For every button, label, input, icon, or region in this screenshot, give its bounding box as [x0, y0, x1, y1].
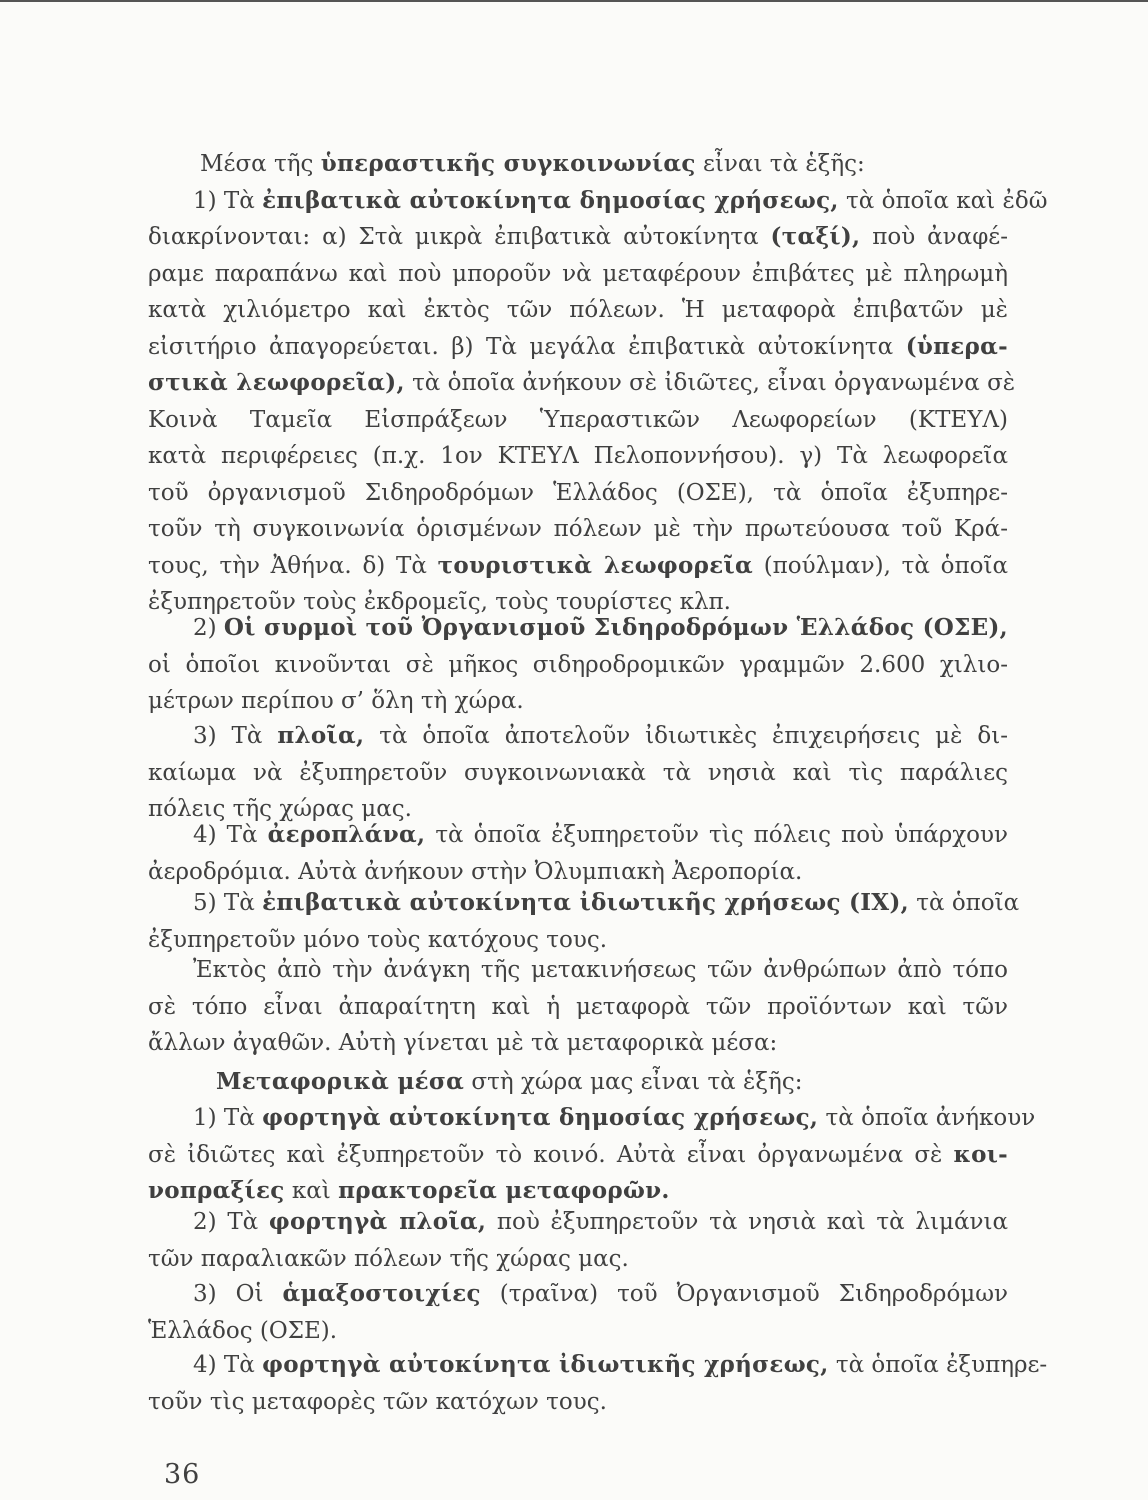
text-line: Μέσα τῆς ὑπεραστικῆς συγκοινωνίας εἶναι τὰ ἑξῆς: — [200, 150, 865, 177]
text-line: ἐξυπηρετοῦν τοὺς ἐκδρομεῖς, τοὺς τουρίστες κλπ. — [148, 589, 731, 615]
paragraph-cargo-ships — [148, 1204, 1008, 1277]
text-line: τοῦ ὀργανισμοῦ Σιδηροδρόμων Ἑλλάδος (ΟΣΕ), τὰ ὁποῖα ἐξυπηρε- — [148, 479, 1008, 506]
text-line: τοῦν τὴ συγκοινωνία ὁρισμένων πόλεων μὲ τὴν πρωτεύουσα τοῦ Κρά- — [148, 516, 1008, 542]
paragraph-public-trucks — [148, 1100, 1036, 1210]
paragraph-trains — [148, 610, 1008, 720]
page-number: 36 — [164, 1459, 201, 1490]
text-line: ἐξυπηρετοῦν μόνο τοὺς κατόχους τους. — [148, 926, 608, 953]
paragraph-private-trucks — [148, 1347, 1048, 1420]
paragraph-ships — [148, 718, 1008, 828]
text-line: εἰσιτήριο ἀπαγορεύεται. β) Τὰ μεγάλα ἐπιβατικὰ αὐτοκίνητα (ὑπερα- — [148, 332, 1008, 360]
text-line: κατὰ περιφέρειες (π.χ. 1ον ΚΤΕΥΛ Πελοποννήσου). γ) Τὰ λεωφορεῖα — [148, 443, 1008, 469]
text-line: 2) Τὰ φορτηγὰ πλοῖα, ποὺ ἐξυπηρετοῦν τὰ νησιὰ καὶ τὰ λιμάνια — [193, 1208, 1009, 1235]
text-line: Μεταφορικὰ μέσα στὴ χώρα μας εἶναι τὰ ἑξῆς: — [216, 1068, 803, 1095]
text-line: 3) Τὰ πλοῖα, τὰ ὁποῖα ἀποτελοῦν ἰδιωτικὲς ἐπιχειρήσεις μὲ δι- — [193, 722, 1008, 749]
text-line: σὲ ἰδιῶτες καὶ ἐξυπηρετοῦν τὸ κοινό. Αὐτὰ εἶναι ὀργανωμένα σὲ κοι- — [148, 1140, 1008, 1168]
text-line: πόλεις τῆς χώρας μας. — [148, 796, 412, 822]
text-line: ραμε παραπάνω καὶ ποὺ μποροῦν νὰ μεταφέρουν ἐπιβάτες μὲ πληρωμὴ — [148, 260, 1008, 287]
text-line: τους, τὴν Ἀθήνα. δ) Τὰ τουριστικὰ λεωφορεῖα (πούλμαν), τὰ ὁποῖα — [148, 551, 1008, 579]
paragraph-private-cars — [148, 885, 1020, 958]
text-line: καίωμα νὰ ἐξυπηρετοῦν συγκοινωνιακὰ τὰ νησιὰ καὶ τὶς παράλιες — [148, 759, 1008, 786]
text-line: 4) Τὰ φορτηγὰ αὐτοκίνητα ἰδιωτικῆς χρήσεως, τὰ ὁποῖα ἐξυπηρε- — [193, 1351, 1048, 1378]
text-line: 5) Τὰ ἐπιβατικὰ αὐτοκίνητα ἰδιωτικῆς χρήσεως (ΙΧ), τὰ ὁποῖα — [193, 889, 1020, 916]
text-line: νοπραξίες καὶ πρακτορεῖα μεταφορῶν. — [148, 1177, 670, 1204]
text-line: μέτρων περίπου σ’ ὅλη τὴ χώρα. — [148, 688, 524, 714]
paragraph-freight-trains — [148, 1276, 1008, 1349]
paragraph-means-of-transport — [148, 1064, 1008, 1101]
paragraph-airplanes — [148, 817, 1008, 890]
text-line: 1) Τὰ ἐπιβατικὰ αὐτοκίνητα δημοσίας χρήσεως, τὰ ὁποῖα καὶ ἐδῶ — [193, 186, 1048, 214]
text-line: στικὰ λεωφορεῖα), τὰ ὁποῖα ἀνήκουν σὲ ἰδιῶτες, εἶναι ὀργανωμένα σὲ — [148, 369, 1016, 396]
text-line: Ἑλλάδος (ΟΣΕ). — [148, 1317, 338, 1344]
paragraph-intercity-transport — [148, 146, 1048, 621]
text-line: 1) Τὰ φορτηγὰ αὐτοκίνητα δημοσίας χρήσεως, τὰ ὁποῖα ἀνήκουν — [193, 1104, 1036, 1131]
text-line: σὲ τόπο εἶναι ἀπαραίτητη καὶ ἡ μεταφορὰ τῶν προϊόντων καὶ τῶν — [148, 993, 1008, 1020]
text-line: 2) Οἱ συρμοὶ τοῦ Ὀργανισμοῦ Σιδηροδρόμων Ἑλλάδος (ΟΣΕ), — [193, 614, 1008, 641]
scan-edge — [0, 0, 1148, 2]
text-line: διακρίνονται: α) Στὰ μικρὰ ἐπιβατικὰ αὐτοκίνητα (ταξί), ποὺ ἀναφέ- — [148, 223, 1008, 250]
text-line: 4) Τὰ ἀεροπλάνα, τὰ ὁποῖα ἐξυπηρετοῦν τὶς πόλεις ποὺ ὑπάρχουν — [193, 821, 1008, 848]
text-line: τῶν παραλιακῶν πόλεων τῆς χώρας μας. — [148, 1245, 629, 1272]
text-line: κατὰ χιλιόμετρο καὶ ἐκτὸς τῶν πόλεων. Ἡ μεταφορὰ ἐπιβατῶν μὲ — [148, 297, 1008, 323]
text-line: Ἐκτὸς ἀπὸ τὴν ἀνάγκη τῆς μετακινήσεως τῶν ἀνθρώπων ἀπὸ τόπο — [193, 957, 1008, 983]
text-line: ἄλλων ἀγαθῶν. Αὐτὴ γίνεται μὲ τὰ μεταφορικὰ μέσα: — [148, 1030, 778, 1056]
text-line: τοῦν τὶς μεταφορὲς τῶν κατόχων τους. — [148, 1388, 607, 1415]
text-line: οἱ ὁποῖοι κινοῦνται σὲ μῆκος σιδηροδρομικῶν γραμμῶν 2.600 χιλιο- — [148, 651, 1008, 678]
text-line: 3) Οἱ ἁμαξοστοιχίες (τραῖνα) τοῦ Ὀργανισμοῦ Σιδηροδρόμων — [193, 1280, 1008, 1307]
paragraph-goods-transport — [148, 952, 1008, 1062]
text-line: ἀεροδρόμια. Αὐτὰ ἀνήκουν στὴν Ὀλυμπιακὴ Ἀεροπορία. — [148, 858, 803, 885]
text-line: Κοινὰ Ταμεῖα Εἰσπράξεων Ὑπεραστικῶν Λεωφορείων (ΚΤΕΥΛ) — [148, 406, 1008, 433]
